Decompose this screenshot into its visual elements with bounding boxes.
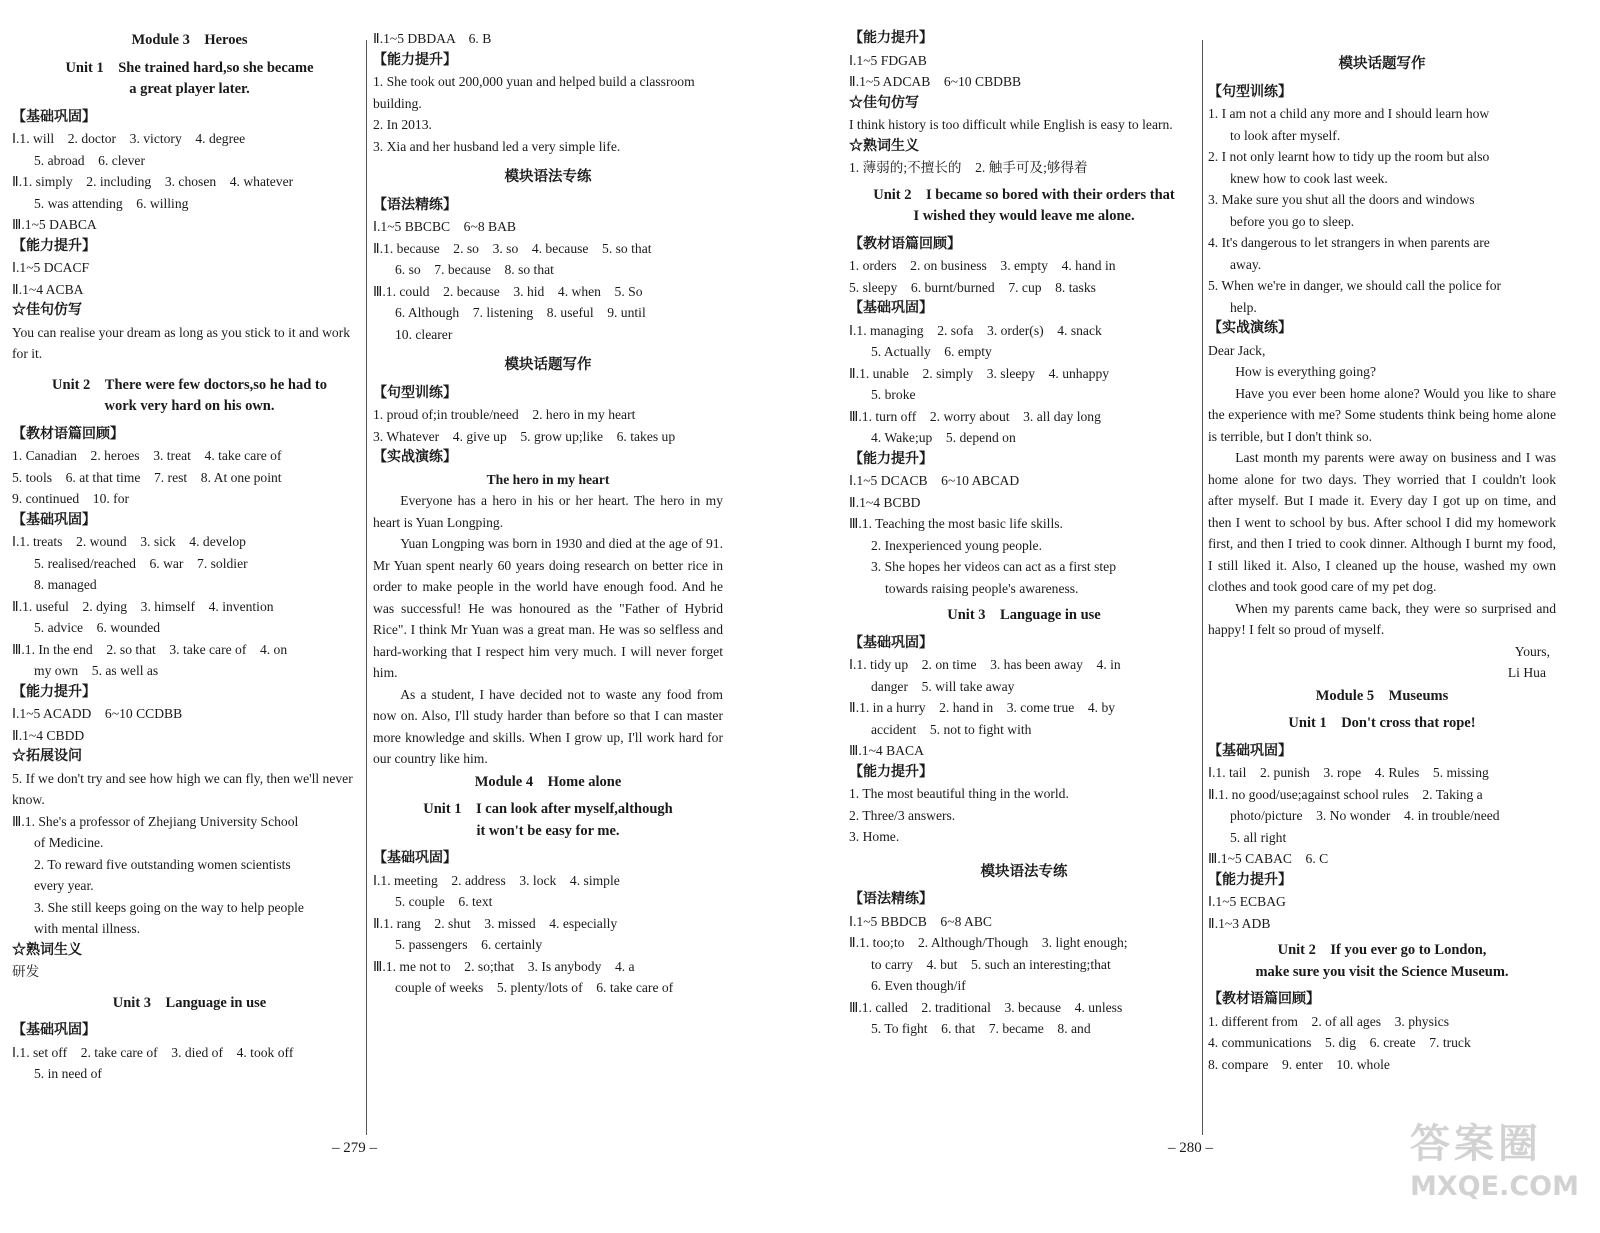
section-heading: 【基础巩固】: [12, 1023, 96, 1038]
answer-line: Ⅱ.1~4 BCBD: [849, 494, 921, 510]
answer-line: Ⅱ.1. unable 2. simply 3. sleepy 4. unhappy: [849, 365, 1110, 381]
unit-title-line: a great player later.: [129, 81, 250, 97]
section-heading: 【语法精练】: [373, 197, 457, 213]
column-1: [12, 28, 367, 1085]
answer-line: 8. compare 9. enter 10. whole: [1208, 1056, 1390, 1072]
answer-line: 4. communications 5. dig 6. create 7. truck: [1208, 1035, 1471, 1050]
module-title: Module 4 Home alone: [474, 773, 622, 790]
answer-line: Ⅲ.1. turn off 2. worry about 3. all day long: [849, 408, 1101, 424]
unit-title: [1208, 940, 1556, 983]
answer-line: 5. advice 6. wounded: [34, 620, 161, 635]
answer-line: danger 5. will take away: [871, 678, 1015, 694]
letter-closing: Yours,: [1514, 643, 1550, 659]
answer-line: Ⅰ.1~5 FDGAB: [849, 52, 927, 68]
subsection-heading: ☆佳句仿写: [12, 303, 82, 318]
column-divider-right: [1202, 40, 1203, 1135]
subsection-heading: ☆拓展设问: [12, 749, 82, 764]
answer-line: Ⅱ.1~4 CBDD: [12, 727, 85, 743]
unit-title: [849, 185, 1199, 228]
answer-line: Ⅰ.1. will 2. doctor 3. victory 4. degree: [12, 131, 246, 146]
section-heading: 【基础巩固】: [1208, 743, 1292, 759]
answer-line: 2. To reward five outstanding women scientists: [34, 856, 291, 872]
answer-line: 5. all right: [1230, 829, 1287, 845]
essay-paragraph: As a student, I have decided not to waste any food from now on. Also, I'll study harder than before so that I can master more knowledge and skills. When I grow up, I'll work hard for our country like him.: [373, 686, 723, 766]
answer-line: to look after myself.: [1230, 127, 1341, 143]
answer-line: accident 5. not to fight with: [871, 721, 1032, 737]
section-heading: 【基础巩固】: [849, 635, 933, 651]
answer-line: 5. Actually 6. empty: [871, 344, 992, 359]
section-heading: 【基础巩固】: [12, 109, 96, 125]
answer-line: photo/picture 3. No wonder 4. in trouble/need: [1230, 808, 1500, 823]
section-heading: 【语法精练】: [849, 892, 933, 907]
answer-line: every year.: [34, 878, 94, 893]
unit-title-line: Unit 2 If you ever go to London,: [1277, 942, 1487, 958]
column-2: [373, 28, 723, 999]
answer-line: 5. To fight 6. that 7. became 8. and: [871, 1021, 1091, 1036]
answer-line: 5. tools 6. at that time 7. rest 8. At one point: [12, 469, 282, 485]
answer-line: Ⅰ.1~5 DCACF: [12, 260, 90, 275]
answer-line: 5. When we're in danger, we should call the police for: [1208, 278, 1502, 293]
unit-title: Unit 1 Don't cross that rope!: [1288, 715, 1476, 731]
unit-title-line: Unit 2 I became so bored with their orders that: [873, 186, 1175, 203]
topic-writing-title: 模块话题写作: [504, 357, 592, 373]
answer-line: 5. abroad 6. clever: [34, 152, 145, 168]
module-title: Module 5 Museums: [1315, 687, 1449, 704]
watermark-logo: [1410, 1118, 1595, 1228]
answer-line: 5. was attending 6. willing: [34, 195, 189, 211]
answer-line: Ⅱ.1. useful 2. dying 3. himself 4. invention: [12, 598, 274, 614]
answer-line: 2. In 2013.: [373, 117, 432, 132]
letter-paragraph: When my parents came back, they were so surprised and happy! I felt so proud of myself.: [1208, 600, 1556, 637]
answer-line: Ⅰ.1. tail 2. punish 3. rope 4. Rules 5. missing: [1208, 765, 1489, 780]
section-heading: 【教材语篇回顾】: [12, 426, 124, 442]
answer-line: 2. Three/3 answers.: [849, 807, 956, 823]
section-heading: 【实战演练】: [1208, 321, 1292, 336]
answer-line: 3. Make sure you shut all the doors and windows: [1208, 192, 1475, 207]
answer-line: 8. managed: [34, 577, 97, 592]
section-heading: 【能力提升】: [12, 684, 96, 700]
answer-line: 3. Home.: [849, 829, 900, 844]
answer-line: 2. I not only learnt how to tidy up the room but also: [1208, 149, 1490, 164]
section-heading: 【句型训练】: [373, 385, 457, 401]
unit-title: [12, 375, 367, 418]
section-heading: 【能力提升】: [849, 764, 933, 780]
unit-title-line: Unit 2 There were few doctors,so he had to: [52, 376, 327, 393]
answer-line: towards raising people's awareness.: [885, 580, 1079, 596]
answer-line: Ⅲ.1~5 CABAC 6. C: [1208, 851, 1329, 866]
answer-line: Ⅰ.1~5 ACADD 6~10 CCDBB: [12, 706, 183, 721]
section-heading: 【基础巩固】: [12, 512, 96, 528]
answer-line: Ⅱ.1. no good/use;against school rules 2. Taking a: [1208, 786, 1483, 802]
column-3: [849, 28, 1199, 1040]
answer-line: Ⅰ.1. managing 2. sofa 3. order(s) 4. snack: [849, 322, 1102, 338]
answer-line: 5. realised/reached 6. war 7. soldier: [34, 555, 248, 571]
answer-line: Ⅰ.1~5 DCACB 6~10 ABCAD: [849, 473, 1020, 488]
section-heading: 【教材语篇回顾】: [849, 236, 961, 252]
unit-title-line: I wished they would leave me alone.: [913, 208, 1135, 224]
answer-line: 2. Inexperienced young people.: [871, 537, 1042, 553]
answer-line: 1. 薄弱的;不擅长的 2. 触手可及;够得着: [849, 160, 1088, 175]
unit-title: Unit 3 Language in use: [112, 994, 267, 1011]
answer-line: 5. passengers 6. certainly: [395, 937, 543, 952]
grammar-practice-title: 模块语法专练: [980, 863, 1068, 880]
answer-line: knew how to cook last week.: [1230, 170, 1388, 186]
grammar-practice-title: 模块语法专练: [504, 169, 592, 185]
section-heading: 【基础巩固】: [849, 301, 933, 316]
subsection-heading: ☆熟词生义: [849, 138, 919, 154]
letter-paragraph: How is everything going?: [1235, 364, 1377, 379]
watermark-text-en: MXQE.COM: [1410, 1171, 1579, 1202]
answer-line: 1. different from 2. of all ages 3. physics: [1208, 1013, 1449, 1029]
answer-line: You can realise your dream as long as you stick to it and work for it.: [12, 324, 351, 361]
unit-title: [12, 58, 367, 101]
section-heading: 【基础巩固】: [373, 851, 457, 866]
answer-line: 1. The most beautiful thing in the world.: [849, 786, 1069, 801]
subsection-heading: ☆佳句仿写: [849, 95, 919, 111]
answer-line: 10. clearer: [395, 326, 453, 342]
answer-line: 6. so 7. because 8. so that: [395, 262, 554, 277]
answer-line: Ⅰ.1~5 BBDCB 6~8 ABC: [849, 913, 992, 929]
essay-paragraph: Yuan Longping was born in 1930 and died at the age of 91. Mr Yuan spent nearly 60 years doing research on better rice in order to make people in the world have enough food. And he was successful! He was honoured as the "Father of Hybrid Rice". I think Mr Yuan was a great man. He was so selfless and hard-working that I respect him very much. I will never forget him.: [373, 536, 723, 680]
watermark-text-cn: 答案圈: [1410, 1121, 1542, 1167]
answer-line: Ⅲ.1. Teaching the most basic life skills.: [849, 516, 1063, 531]
letter-paragraph: Have you ever been home alone? Would you like to share the experience with me? Some students think being home alone is terrible, but I don't think so.: [1208, 385, 1556, 444]
letter-greeting: Dear Jack,: [1208, 342, 1266, 358]
answer-line: Ⅱ.1~5 DBDAA 6. B: [373, 31, 492, 46]
subsection-heading: ☆熟词生义: [12, 942, 82, 958]
unit-title-line: work very hard on his own.: [104, 398, 275, 414]
unit-title: Unit 3 Language in use: [947, 607, 1101, 623]
answer-line: Ⅲ.1. In the end 2. so that 3. take care of 4. on: [12, 641, 288, 657]
section-heading: 【能力提升】: [849, 31, 933, 46]
answer-line: Ⅱ.1. in a hurry 2. hand in 3. come true 4. by: [849, 700, 1116, 715]
answer-line: 3. She still keeps going on the way to help people: [34, 899, 304, 915]
answer-line: Ⅲ.1~5 DABCA: [12, 217, 97, 232]
section-heading: 【能力提升】: [1208, 872, 1292, 888]
answer-line: 1. I am not a child any more and I should learn how: [1208, 106, 1490, 121]
unit-title-line: Unit 1 I can look after myself,although: [423, 801, 673, 817]
answer-line: Ⅲ.1. called 2. traditional 3. because 4. unless: [849, 999, 1123, 1015]
answer-line: Ⅱ.1. rang 2. shut 3. missed 4. especially: [373, 915, 618, 931]
answer-line: Ⅰ.1. tidy up 2. on time 3. has been away 4. in: [849, 657, 1121, 672]
unit-title-line: it won't be easy for me.: [476, 822, 620, 839]
answer-line: 1. proud of;in trouble/need 2. hero in my heart: [373, 407, 636, 422]
answer-line: Ⅱ.1. because 2. so 3. so 4. because 5. so that: [373, 240, 652, 256]
answer-line: Ⅲ.1~4 BACA: [849, 743, 924, 758]
answer-line: Ⅱ.1. too;to 2. Although/Though 3. light enough;: [849, 935, 1128, 950]
answer-line: 9. continued 10. for: [12, 491, 130, 506]
answer-line: I think history is too difficult while English is easy to learn.: [849, 117, 1173, 132]
page-number-left: – 279 –: [332, 1140, 377, 1156]
answer-line: Ⅰ.1~5 ECBAG: [1208, 894, 1286, 909]
answer-line: 4. It's dangerous to let strangers in when parents are: [1208, 235, 1490, 250]
section-heading: 【教材语篇回顾】: [1208, 992, 1320, 1007]
answer-line: couple of weeks 5. plenty/lots of 6. take care of: [395, 980, 674, 995]
answer-line: 1. orders 2. on business 3. empty 4. hand in: [849, 258, 1116, 273]
letter-signature: Li Hua: [1507, 665, 1546, 680]
answer-line: Ⅲ.1. could 2. because 3. hid 4. when 5. So: [373, 283, 643, 299]
letter-paragraph: Last month my parents were away on business and I was home alone for two days. They worried that I couldn't look after myself. But I made it. Every day I got up on time, and then I went to school by bus. After school I did my homework first, and then I tried to cook dinner. Although I burnt my food, I still liked it. Also, I cleaned up the house, washed my own clothes and took good care of my pet dog.: [1208, 450, 1556, 594]
section-heading: 【能力提升】: [849, 451, 933, 467]
answer-line: 5. If we don't try and see how high we can fly, then we'll never know.: [12, 770, 353, 807]
answer-line: Ⅱ.1. simply 2. including 3. chosen 4. whatever: [12, 174, 294, 189]
answer-line: Ⅰ.1. treats 2. wound 3. sick 4. develop: [12, 534, 246, 549]
answer-line: Ⅰ.1~5 BBCBC 6~8 BAB: [373, 219, 516, 234]
essay-title: The hero in my heart: [486, 471, 610, 487]
unit-title: [373, 799, 723, 842]
unit-title-line: make sure you visit the Science Museum.: [1255, 963, 1509, 980]
answer-line: of Medicine.: [34, 835, 104, 850]
answer-line: Ⅰ.1. meeting 2. address 3. lock 4. simple: [373, 872, 620, 888]
answer-line: 5. sleepy 6. burnt/burned 7. cup 8. tasks: [849, 279, 1096, 295]
answer-line: Ⅱ.1~5 ADCAB 6~10 CBDBB: [849, 74, 1022, 89]
answer-line: 5. broke: [871, 387, 916, 402]
answer-line: away.: [1230, 256, 1262, 272]
answer-line: my own 5. as well as: [34, 663, 159, 678]
answer-line: 1. She took out 200,000 yuan and helped build a classroom building.: [373, 74, 695, 111]
answer-line: to carry 4. but 5. such an interesting;that: [871, 956, 1111, 972]
answer-line: 3. She hopes her videos can act as a first step: [871, 559, 1116, 574]
unit-title-line: Unit 1 She trained hard,so she became: [65, 59, 314, 76]
answer-line: 3. Xia and her husband led a very simple life.: [373, 138, 621, 154]
answer-line: 研发: [12, 964, 40, 979]
section-heading: 【句型训练】: [1208, 84, 1292, 100]
answer-line: 4. Wake;up 5. depend on: [871, 430, 1016, 445]
section-heading: 【能力提升】: [12, 238, 96, 254]
answer-line: 6. Although 7. listening 8. useful 9. until: [395, 305, 646, 320]
answer-line: with mental illness.: [34, 921, 141, 936]
answer-line: Ⅱ.1~4 ACBA: [12, 281, 84, 297]
answer-line: Ⅱ.1~3 ADB: [1208, 915, 1271, 931]
page-number-right: – 280 –: [1168, 1140, 1213, 1156]
answer-line: help.: [1230, 299, 1257, 315]
answer-line: Ⅰ.1. set off 2. take care of 3. died of 4. took off: [12, 1044, 294, 1060]
section-heading: 【能力提升】: [373, 52, 457, 68]
answer-line: 5. couple 6. text: [395, 894, 493, 909]
essay-paragraph: Everyone has a hero in his or her heart. The hero in my heart is Yuan Longping.: [373, 493, 723, 530]
answer-line: 5. in need of: [34, 1066, 102, 1081]
topic-writing-title: 模块话题写作: [1338, 56, 1426, 72]
answer-line: before you go to sleep.: [1230, 213, 1355, 229]
module-title: Module 3 Heroes: [131, 32, 248, 48]
answer-line: Ⅲ.1. me not to 2. so;that 3. Is anybody 4. a: [373, 958, 635, 974]
answer-line: 3. Whatever 4. give up 5. grow up;like 6. takes up: [373, 428, 676, 444]
answer-line: Ⅲ.1. She's a professor of Zhejiang University School: [12, 813, 299, 829]
answer-line: 1. Canadian 2. heroes 3. treat 4. take care of: [12, 448, 282, 463]
answer-line: 6. Even though/if: [871, 978, 966, 993]
section-heading: 【实战演练】: [373, 450, 457, 465]
column-4: [1208, 28, 1556, 1075]
